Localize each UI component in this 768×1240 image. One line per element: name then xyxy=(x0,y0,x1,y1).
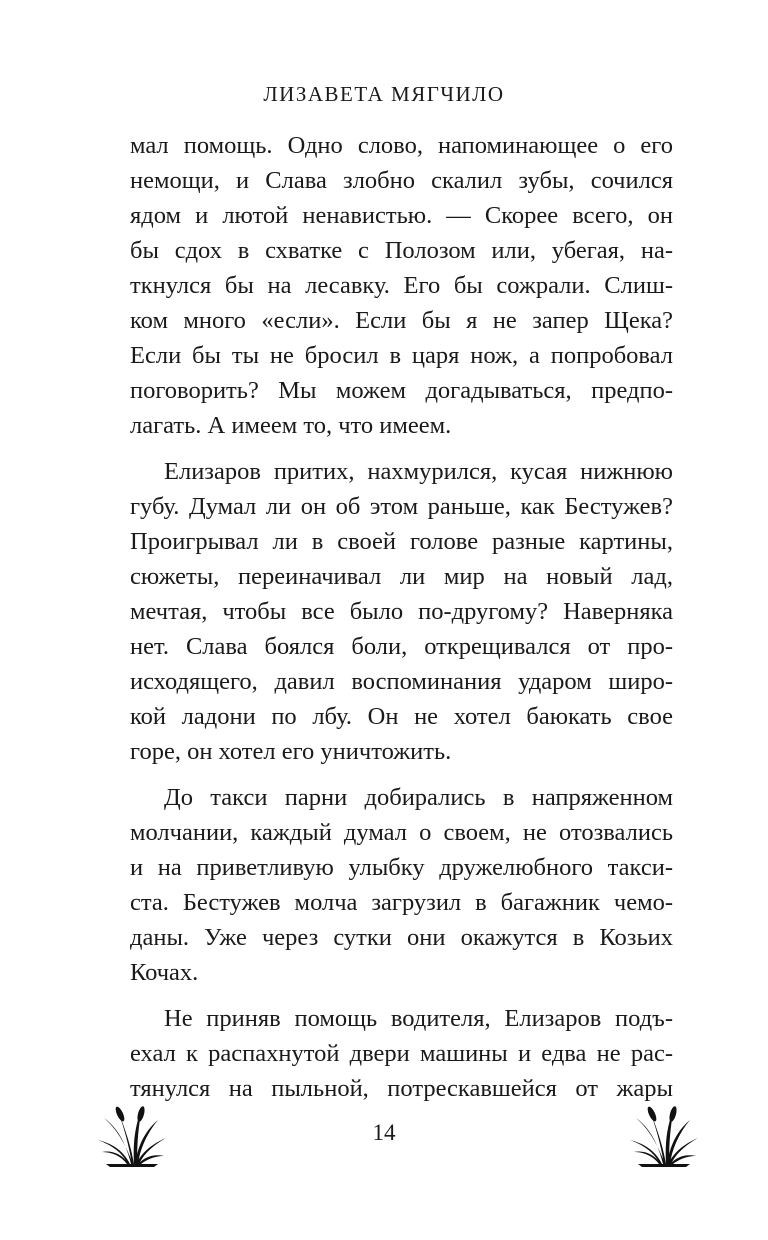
text-line: нет. Слава боялся боли, открещивался от про- xyxy=(130,633,673,660)
text-line: Елизаров притих, нахмурился, кусая нижнюю xyxy=(164,458,673,485)
running-head-author: ЛИЗАВЕТА МЯГЧИЛО xyxy=(263,82,505,106)
text-line: мал помощь. Одно слово, напоминающее о его xyxy=(130,132,673,159)
page-number: 14 xyxy=(372,1120,396,1145)
text-line: Проигрывал ли в своей голове разные картины, xyxy=(130,528,673,555)
text-line: губу. Думал ли он об этом раньше, как Бестужев? xyxy=(130,493,673,520)
text-line: и на приветливую улыбку дружелюбного такси- xyxy=(130,854,673,881)
grass-reeds-icon xyxy=(628,1098,700,1168)
text-line: даны. Уже через сутки они окажутся в Козьих xyxy=(130,924,673,951)
text-line: Не приняв помощь водителя, Елизаров подъ- xyxy=(164,1005,673,1032)
text-line: горе, он хотел его уничтожить. xyxy=(130,738,452,765)
text-line: ехал к распахнутой двери машины и едва не рас- xyxy=(130,1040,673,1067)
text-line: молчании, каждый думал о своем, не отозвались xyxy=(130,819,673,846)
text-line: Если бы ты не бросил в царя нож, а попробовал xyxy=(130,342,673,369)
body-text xyxy=(130,128,673,1106)
text-line: лагать. А имеем то, что имеем. xyxy=(130,412,452,439)
text-line: ста. Бестужев молча загрузил в багажник чемо- xyxy=(130,889,673,916)
text-line: сюжеты, переиначивал ли мир на новый лад, xyxy=(130,563,673,590)
text-line: Кочах. xyxy=(130,959,199,986)
text-line: кой ладони по лбу. Он не хотел баюкать свое xyxy=(130,703,673,730)
text-line: поговорить? Мы можем догадываться, предпо- xyxy=(130,377,673,404)
text-line: исходящего, давил воспоминания ударом широ- xyxy=(130,668,673,695)
text-line: До такси парни добирались в напряженном xyxy=(164,784,673,811)
text-line: тянулся на пыльной, потрескавшейся от жары xyxy=(130,1075,673,1102)
text-line: бы сдох в схватке с Полозом или, убегая, на- xyxy=(130,237,673,264)
text-line: ядом и лютой ненавистью. — Скорее всего, он xyxy=(130,202,673,229)
text-line: немощи, и Слава злобно скалил зубы, сочился xyxy=(130,167,673,194)
text-line: ком много «если». Если бы я не запер Щека? xyxy=(130,307,673,334)
text-line: ткнулся бы на лесавку. Его бы сожрали. Слиш- xyxy=(130,272,673,299)
text-line: мечтая, чтобы все было по-другому? Наверняка xyxy=(130,598,673,625)
